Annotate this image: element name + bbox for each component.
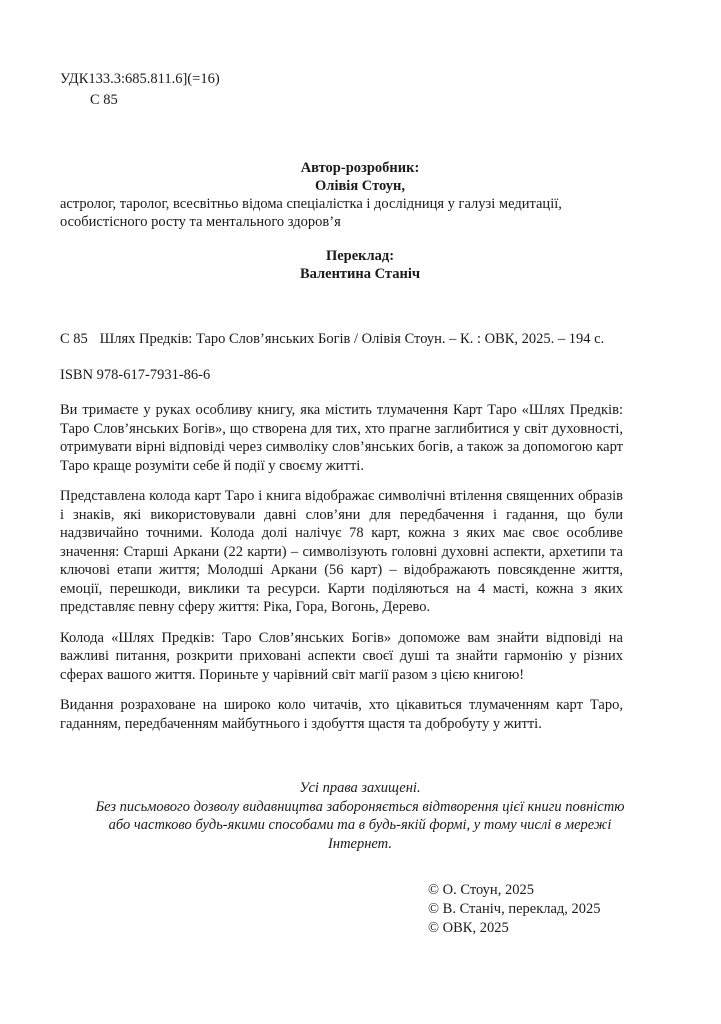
- copyright-line: © В. Станіч, переклад, 2025: [428, 901, 601, 917]
- rights-line: Без письмового дозволу видавництва забороняється відтворення цієї книги повністю: [95, 798, 625, 815]
- credits-block: [60, 159, 660, 283]
- author-name: Олівія Стоун,: [315, 178, 405, 194]
- author-description-line-1: астролог, таролог, всесвітньо відома спеціалістка і дослідниця у галузі медитації,: [60, 196, 562, 212]
- annotation-text: [60, 401, 623, 745]
- copyright-block: [428, 881, 601, 938]
- copyright-line: © О. Стоун, 2025: [428, 882, 534, 898]
- rights-line: Усі права захищені.: [299, 780, 421, 796]
- translation-heading: Переклад:: [325, 248, 395, 264]
- author-mark: С 85: [90, 92, 118, 108]
- biblio-code: С 85: [60, 331, 88, 347]
- annotation-paragraph: Колода «Шлях Предків: Таро Слов’янських Богів» допоможе вам знайти відповіді на важливі питання, розкрити приховані аспекти своєї душі та знайти гармонію у різних сферах вашого життя. Пориньте у чарівний світ магії разом з цією книгою!: [60, 629, 623, 683]
- copyright-line: © ОВК, 2025: [428, 920, 509, 936]
- bibliographic-record: [60, 330, 660, 348]
- rights-line: або частково будь-якими способами та в будь-якій формі, у тому числі в мережі: [108, 817, 612, 833]
- annotation-paragraph: Представлена колода карт Таро і книга відображає символічні втілення священних образів і знаків, які використовували давні слов’яни для передбачення і гадання, що були надзвичайно точними. Колода долі налічує 78 карт, кожна з яких має своє особливе значення: Старші Аркани (22 карти) – символізують головні духовні аспекти, архетипи та ключові етапи життя; Молодші Аркани (56 карт) – відображають повсякденне життя, емоції, перешкоди, виклики та ресурси. Карти поділяються на 4 масті, кожна з яких представляє певну сферу життя: Ріка, Гора, Вогонь, Дерево.: [60, 488, 623, 615]
- author-heading: Автор-розробник:: [300, 160, 420, 176]
- annotation-paragraph: Ви тримаєте у руках особливу книгу, яка містить тлумачення Карт Таро «Шлях Предків: Таро Слов’янських Богів», що створена для тих, хто прагне заглибитися у світ духовності, отримувати вірні відповіді через символіку слов’янських богів, а також за допомогою карт Таро краще розуміти себе й події у своєму житті.: [60, 402, 623, 474]
- isbn: ISBN 978-617-7931-86-6: [60, 367, 211, 383]
- rights-line: Інтернет.: [328, 835, 392, 852]
- rights-notice: [60, 779, 660, 853]
- udk-code: УДК133.3:685.811.6](=16): [60, 71, 220, 87]
- author-description-line-2: особистісного росту та ментального здоров’я: [60, 214, 341, 230]
- annotation-paragraph: Видання розраховане на широко коло читачів, хто цікавиться тлумаченням карт Таро, гаданням, передбаченням майбутнього і здобуття щастя та добробуту у житті.: [60, 697, 623, 732]
- translator-name: Валентина Станіч: [299, 266, 421, 282]
- biblio-text: Шлях Предків: Таро Слов’янських Богів / Олівія Стоун. – К. : ОВК, 2025. – 194 с.: [99, 331, 605, 347]
